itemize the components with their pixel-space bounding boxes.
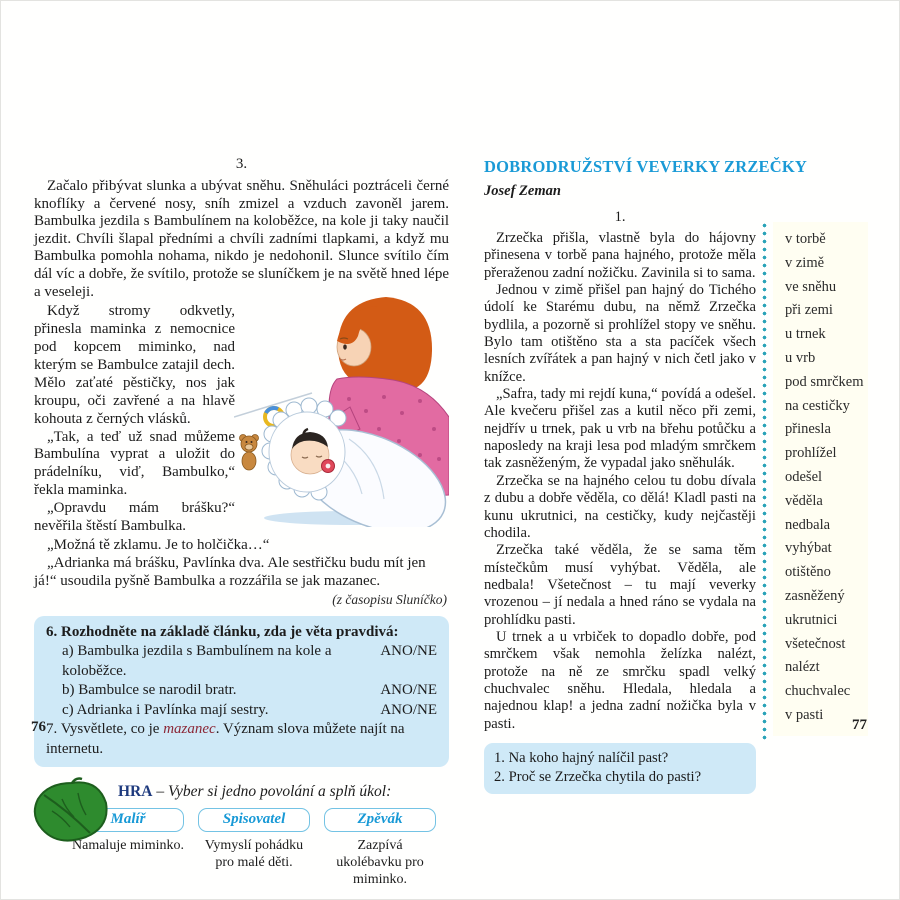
question-box	[484, 743, 756, 794]
vocab-word: prohlížel	[785, 445, 837, 462]
vocab-word: zasněžený	[785, 587, 845, 604]
vocab-word: v zimě	[785, 254, 825, 271]
story-paragraph: Zrzečka se na hajného celou tu dobu dívala z dubu a dobře věděla, co dělá! Kladl pasti na kunu ukrutnici, na cestičky, kudy nejčastěji chodila.	[484, 472, 756, 541]
vocab-word: ve sněhu	[785, 278, 837, 295]
hra-option-singer	[324, 808, 436, 888]
exercise-6-heading: 6. Rozhodněte na základě článku, zda je věta pravdivá:	[46, 623, 399, 640]
hra-options-row	[72, 808, 449, 888]
vocab-word: přinesla	[785, 421, 831, 438]
text-and-illustration	[34, 303, 449, 536]
writer-task: Vymyslí pohádku pro malé děti.	[204, 838, 304, 871]
vocab-word: nalézt	[785, 659, 820, 676]
singer-task: Zazpívá ukolébavku pro miminko.	[336, 838, 424, 888]
painter-button[interactable]: Malíř	[72, 808, 184, 832]
answer-choice-b[interactable]: ANO/NE	[380, 682, 437, 699]
true-false-row	[46, 681, 437, 701]
question-2: 2. Proč se Zrzečka chytila do pasti?	[494, 768, 702, 785]
exercise-7-text: 7. Vysvětlete, co je	[46, 721, 164, 738]
leaf-icon	[28, 777, 110, 852]
story-paragraph: „Tak, a teď už snad můžeme Bambulína vyprat a uložit do prádelníku, viď, Bambulko,“ řekla maminka.	[34, 428, 235, 499]
vocab-word: ukrutnici	[785, 611, 838, 628]
vocab-word: u trnek	[785, 326, 826, 343]
true-false-row	[46, 701, 437, 721]
section-number: 1.	[614, 209, 626, 225]
story-paragraph: Začalo přibývat slunka a ubývat sněhu. Sněhuláci poztráceli černé knoflíky a červené nosy, sníh zmizel a vzduch zavoněl jarem. Bambulka jezdila s Bambulínem na koloběžce, na kole ji taky naučil jezdit. Chvíli šlapal předními a chvíli zadními tlapkami, a když mu Bambulka pomohla nohama, nikdo je nedohonil. Slunce svítilo čím dál víc a dobře, že svítilo, protože se sluníčkem je na světě hned lépe a veseleji.	[34, 178, 449, 300]
statement-a: a) Bambulka jezdila s Bambulínem na kole a koloběžce.	[62, 643, 332, 679]
story-paragraph: „Možná tě zklamu. Je to holčička…“	[47, 536, 270, 553]
left-page	[34, 156, 449, 888]
story-title: DOBRODRUŽSTVÍ VEVERKY ZRZEČKY	[484, 157, 808, 176]
vocab-word: věděla	[785, 492, 823, 509]
answer-choice-a[interactable]: ANO/NE	[380, 643, 437, 660]
writer-button[interactable]: Spisovatel	[198, 808, 310, 832]
page-number-left: 76	[31, 719, 46, 735]
vocab-word: nedbala	[785, 516, 831, 533]
vocab-word: u vrb	[785, 349, 816, 366]
story-paragraph: „Opravdu mám brášku?“ nevěřila štěstí Bambulka.	[34, 500, 235, 535]
author-name: Josef Zeman	[484, 183, 561, 199]
painter-task: Namaluje miminko.	[72, 838, 184, 854]
vocab-word: odešel	[785, 468, 823, 485]
exercise-7	[46, 720, 437, 759]
vocab-word: v torbě	[785, 231, 826, 247]
story-paragraph: Když stromy odkvetly, přinesla maminka z nemocnice pod kopcem miminko, nad kterým se Bambulce zatajil dech. Mělo zaťaté pěstičky, nos jak kroupu, oči zavřené a na hlavě kohouta z černých vlásků.	[34, 303, 235, 427]
vocab-word: pod smrčkem	[785, 373, 864, 390]
vocab-word: v pasti	[785, 706, 824, 723]
story-paragraph: „Adrianka má brášku, Pavlínka dva. Ale sestřičku budu mít jen já!“ usoudila pyšně Bambulka a rozzářila se jak mazanec.	[34, 554, 426, 589]
story-paragraph: Jednou v zimě přišel pan hajný do Tichého údolí ke Starému dubu, na němž Zrzečka bydlila, a pozorně si prohlížel stopy ve sněhu. Bylo tam otištěno sta a sta pacíček všech lesních zvířátek a pan hajný v nich četl jako v knížce.	[484, 282, 756, 385]
narrow-text-column	[34, 303, 235, 536]
vocab-word: chuchvalec	[785, 683, 851, 700]
statement-b: b) Bambulce se narodil bratr.	[62, 682, 237, 699]
vocab-word: všetečnost	[785, 635, 846, 652]
section-number: 3.	[235, 156, 248, 172]
singer-button[interactable]: Zpěvák	[324, 808, 436, 832]
hra-section	[34, 783, 449, 888]
dotted-divider	[762, 223, 767, 743]
vocab-word: vyhýbat	[785, 540, 832, 557]
vocab-word: na cestičky	[785, 397, 850, 414]
hra-label: HRA	[118, 783, 153, 801]
source-credit: (z časopisu Sluníčko)	[332, 591, 447, 607]
term-mazanec: mazanec	[163, 721, 216, 738]
page-number-right: 77	[852, 717, 867, 733]
vocab-word: otištěno	[785, 564, 831, 581]
hra-heading	[118, 783, 449, 801]
exercise-box	[34, 616, 449, 768]
answer-choice-c[interactable]: ANO/NE	[380, 701, 437, 718]
baby-illustration-svg	[234, 289, 449, 527]
baby-illustration	[234, 289, 449, 527]
story-paragraph: Zrzečka přišla, vlastně byla do hájovny přinesena v torbě pana hajného, protože měla přeraženou zadní nožičku. Zavinila si to sama.	[484, 230, 756, 281]
hra-dash: –	[152, 783, 168, 801]
vocabulary-column	[773, 222, 868, 736]
story-paragraph: „Safra, tady mi rejdí kuna,“ povídá a odešel. Ale kvečeru přišel zas a kutil něco při zemi, nejdřív u trnek, pak u vrb na břehu potůčku a naposledy na kraji lesa pod mladým smrčkem tak zasněženým, že vypadal jako sněhulák.	[484, 386, 756, 472]
question-1: 1. Na koho hajný nalíčil past?	[494, 749, 669, 766]
hra-instruction: Vyber si jedno povolání a splň úkol:	[167, 783, 392, 801]
hra-option-writer	[198, 808, 310, 888]
exercise-7-text-after: . Význam slova můžete najít na internetu.	[46, 721, 405, 757]
statement-c: c) Adrianka i Pavlínka mají sestry.	[62, 701, 269, 718]
true-false-row	[46, 642, 437, 681]
story-paragraph: Zrzečka také věděla, že se sama těm místečkům musí vyhýbat. Věděla, ale nedbala! Všetečnost – tu mají veverky vrozenou – jí nedala a hned ráno se vydala na prohlídku pasti.	[484, 542, 756, 628]
story-paragraph: U trnek a u vrbiček to dopadlo dobře, pod smrčkem však nemohla želízka nalézt, protože na ně ze smrčku spadl velký chuchvalec sněhu. Hledala, hledala a najednou klap! a jedna zadní nožička byla v pasti.	[484, 628, 756, 732]
vocab-word: při zemi	[785, 302, 833, 319]
